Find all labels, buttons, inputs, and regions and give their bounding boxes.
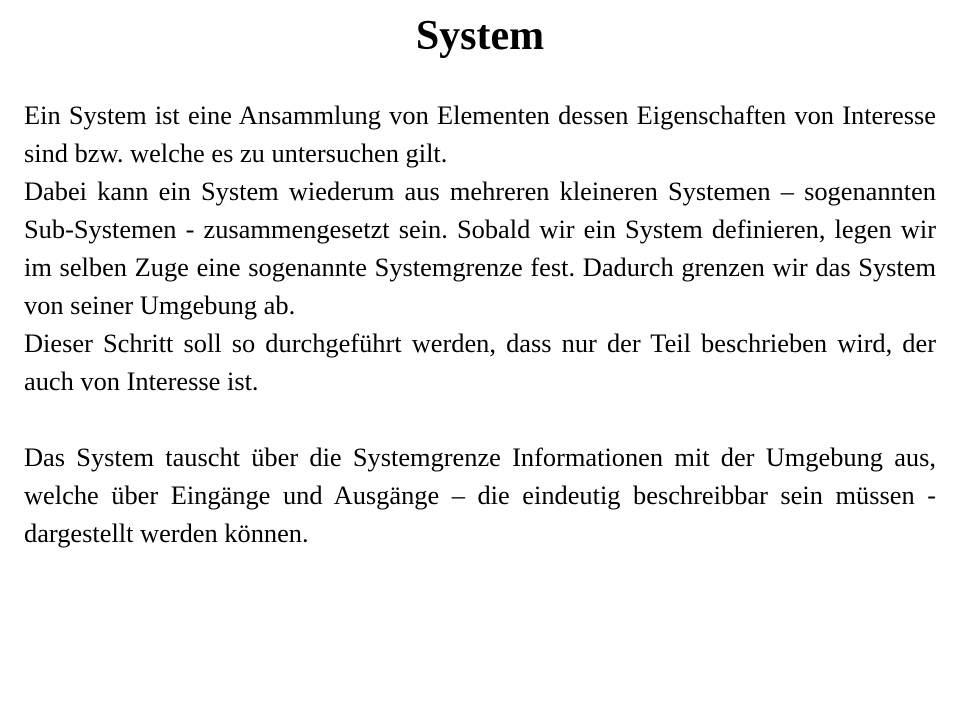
paragraph-scope: Dieser Schritt soll so durchgeführt werden, dass nur der Teil beschrieben wird, der auch von Interesse ist. <box>24 328 936 396</box>
paragraph-definition: Ein System ist eine Ansammlung von Elementen dessen Eigenschaften von Interesse sind bzw. welche es zu untersuchen gilt. <box>24 100 936 168</box>
slide-title: System <box>415 13 545 59</box>
slide-body <box>24 96 936 552</box>
paragraph-interfaces: Das System tauscht über die Systemgrenze Informationen mit der Umgebung aus, welche über Eingänge und Ausgänge – die eindeutig beschreibbar sein müssen - dargestellt werden können. <box>24 442 936 548</box>
paragraph-subsystems: Dabei kann ein System wiederum aus mehreren kleineren Systemen – sogenannten Sub-Systemen - zusammengesetzt sein. Sobald wir ein System definieren, legen wir im selben Zuge eine sogenannte Systemgrenze fest. Dadurch grenzen wir das System von seiner Umgebung ab. <box>24 176 936 320</box>
